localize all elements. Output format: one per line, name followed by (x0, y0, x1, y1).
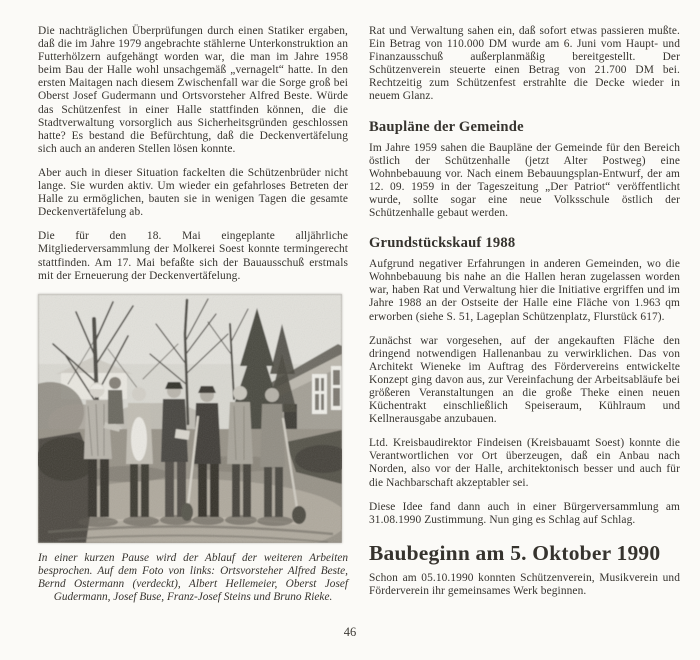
paragraph-buergerversammlung: Diese Idee fand dann auch in einer Bürgerversammlung am 31.08.1990 Zustimmung. Nun ging es Schlag auf Schlag. (369, 500, 680, 526)
page-number: 46 (343, 625, 357, 639)
heading-grundstueckskauf: Grundstückskauf 1988 (369, 235, 516, 252)
paragraph-mitgliederversammlung: Die für den 18. Mai eingeplante alljährliche Mitgliederversammlung der Molkerei Soest konnte termingerecht stattfinden. Am 17. Mai befaßte sich der Bauausschuß erstmals mit der Erneuerung der Deckenvertäfelung. (38, 230, 348, 282)
paragraph-rat-verwaltung: Rat und Verwaltung sahen ein, daß sofort etwas passieren mußte. Ein Betrag von 110.000 DM wurde am 6. Juni vom Haupt- und Finanzausschuß außerplanmäßig bereitgestellt. Der Schützenverein steuerte einen Betrag von 21.700 DM bei. Rechtzeitig zum Schützenfest erstrahlte die Decke wieder in neuem Glanz. (369, 25, 680, 103)
heading-baubeginn: Baubeginn am 5. Oktober 1990 (369, 540, 661, 565)
paragraph-baubeginn: Schon am 05.10.1990 konnten Schützenverein, Musikverein und Förderverein ihr gemeinsames Werk beginnen. (369, 571, 680, 597)
right-column (369, 25, 680, 609)
paragraph-statiker: Die nachträglichen Überprüfungen durch einen Statiker ergaben, daß die im Jahre 1979 angebrachte stählerne Unterkonstruktion an Futterhölzern aufgehängt worden war, die man im Jahre 1958 beim Bau der Halle wohl unsachgemäß „vernagelt“ hatte. In den ersten Maitagen nach diesem Zwischenfall war die Sorge groß bei Oberst Josef Gudermann und Ortsvorsteher Alfred Beste. Würde das Schützenfest in einer Halle stattfinden können, die die Stadtverwaltung vorsorglich aus Sicherheitsgründen geschlossen hatte? Es bestand die Befürchtung, daß die Deckenvertäfelung sich auch an anderen Stellen lösen konnte. (38, 25, 348, 155)
paragraph-kreisbaudirektor: Ltd. Kreisbaudirektor Findeisen (Kreisbauamt Soest) konnte die Verantwortlichen vor Ort überzeugen, daß ein Anbau nach Norden, also vor der Halle, architektonisch besser und auch für die Nachbarschaft akzeptabler sei. (369, 437, 680, 489)
heading-bauplaene: Baupläne der Gemeinde (369, 118, 524, 135)
paragraph-grundstueck: Aufgrund negativer Erfahrungen in anderen Gemeinden, wo die Wohnbebauung bis nahe an die Hallen heran zugelassen worden war, haben Rat und Verwaltung hier die Initiative ergriffen und im Jahre 1988 an der Ostseite der Halle eine Fläche von 1.963 qm erworben (siehe S. 51, Lageplan Schützenplatz, Flurstück 617). (369, 258, 680, 323)
groundbreaking-photo (38, 294, 342, 543)
photo-caption: In einer kurzen Pause wird der Ablauf der weiteren Arbeiten besprochen. Auf dem Foto von links: Ortsvorsteher Alfred Beste, Bernd Ostermann (verdeckt), Albert Hellemeier, Oberst Josef Gudermann, Josef Buse, Franz-Josef Steins und Bruno Rieke. (38, 551, 348, 603)
paragraph-schuetzenbrueder: Aber auch in dieser Situation fackelten die Schützenbrüder nicht lange. Sie wurden aktiv. Um wieder ein gefahrloses Betreten der Halle zu ermöglichen, bauten sie in wenigen Tagen die gesamte Deckenvertäfelung ab. (38, 166, 348, 219)
paragraph-bauplaene: Im Jahre 1959 sahen die Baupläne der Gemeinde für den Bereich östlich der Schützenhalle (jetzt Alter Postweg) eine Wohnbebauung vor. Nach einem Bebauungsplan-Entwurf, der am 12. 09. 1959 in der Tageszeitung „Der Patriot“ veröffentlicht wurde, sollte sogar eine neue Volksschule östlich der Schützenhalle gebaut werden. (369, 141, 680, 220)
photo-illustration (38, 294, 342, 543)
left-column (38, 25, 348, 609)
paragraph-hallenanbau: Zunächst war vorgesehen, auf der angekauften Fläche den dringend notwendigen Hallenanbau zu verwirklichen. Das von Architekt Wieneke im Auftrag des Fördervereins entwickelte Konzept ging davon aus, zur Vereinfachung der Arbeitsabläufe bei größeren Veranstaltungen an die große Theke einen neuen Küchentrakt einschließlich Speiseraum, Kühlraum und Kellnerausgabe anzubauen. (369, 334, 680, 426)
